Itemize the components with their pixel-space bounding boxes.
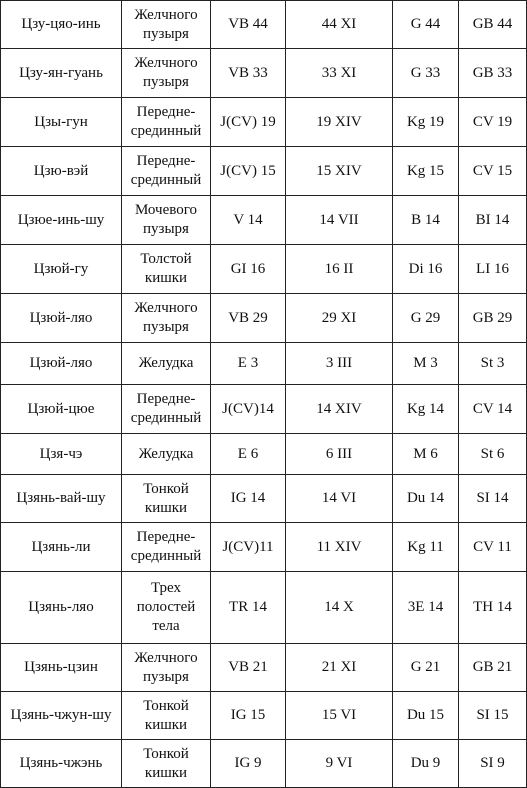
code-cell-col4: 14 VII [286,196,393,245]
organ-line: пузыря [143,25,189,42]
code-cell-col3: VB 44 [211,1,286,49]
organ-cell [122,196,211,245]
table-row [1,98,527,147]
code-cell-col5: B 14 [393,196,459,245]
code-cell-col3: J(CV) 15 [211,147,286,196]
organ-line: пузыря [143,74,189,90]
organ-line: кишки [144,716,188,733]
code-cell-col6: GB 44 [459,1,527,49]
code-cell-col3: V 14 [211,196,286,245]
point-name-cell: Цзу-ян-гуань [1,49,122,98]
code-cell-col6: SI 15 [459,692,527,740]
table-row [1,523,527,572]
point-name-cell: Цзя-чэ [1,434,122,475]
code-cell-col4: 15 VI [286,692,393,740]
code-cell-col4: 6 III [286,434,393,475]
code-cell-col5: G 33 [393,49,459,98]
code-cell-col4: 16 II [286,245,393,294]
point-name-cell: Цзянь-вай-шу [1,475,122,523]
code-cell-col3: J(CV) 19 [211,98,286,147]
code-cell-col3: J(CV)11 [211,523,286,572]
code-cell-col6: CV 14 [459,385,527,434]
organ-line: Желчного [134,300,198,316]
code-cell-col6: SI 14 [459,475,527,523]
organ-line: полостей [136,599,196,615]
point-name-cell: Цзянь-цзин [1,644,122,692]
organ-line: Мочевого [134,202,198,218]
code-cell-col6: CV 11 [459,523,527,572]
table-row [1,692,527,740]
code-cell-col3: IG 9 [211,740,286,788]
code-cell-col6: St 3 [459,343,527,385]
organ-cell [122,434,211,475]
organ-line: Желудка [138,355,194,371]
organ-line: срединный [130,123,202,139]
code-cell-col5: M 6 [393,434,459,475]
organ-cell [122,740,211,788]
code-cell-col6: St 6 [459,434,527,475]
table-row [1,343,527,385]
organ-line: кишки [144,499,188,516]
code-cell-col6: GB 33 [459,49,527,98]
code-cell-col6: GB 21 [459,644,527,692]
table-row [1,385,527,434]
code-cell-col5: Di 16 [393,245,459,294]
point-name-cell: Цзянь-ли [1,523,122,572]
organ-cell [122,385,211,434]
organ-cell [122,294,211,343]
code-cell-col3: E 6 [211,434,286,475]
organ-line: Тонкой [143,480,189,497]
code-cell-col4: 21 XI [286,644,393,692]
table-row [1,196,527,245]
table-row [1,245,527,294]
code-cell-col5: Du 15 [393,692,459,740]
organ-line: Толстой [140,251,192,267]
code-cell-col5: 3E 14 [393,572,459,644]
code-cell-col6: TH 14 [459,572,527,644]
code-cell-col4: 33 XI [286,49,393,98]
code-cell-col5: Du 9 [393,740,459,788]
organ-line: Тонкой [143,697,189,714]
table-row [1,572,527,644]
point-name-cell: Цзюе-инь-шу [1,196,122,245]
organ-line: кишки [144,270,188,286]
organ-line: Желчного [134,6,198,23]
organ-cell [122,692,211,740]
code-cell-col5: M 3 [393,343,459,385]
code-cell-col4: 19 XIV [286,98,393,147]
code-cell-col4: 14 X [286,572,393,644]
code-cell-col6: CV 19 [459,98,527,147]
code-cell-col3: VB 21 [211,644,286,692]
point-name-cell: Цзюй-гу [1,245,122,294]
code-cell-col4: 15 XIV [286,147,393,196]
code-cell-col3: VB 33 [211,49,286,98]
code-cell-col5: G 29 [393,294,459,343]
organ-cell [122,147,211,196]
organ-line: Передне- [136,529,196,545]
organ-line: кишки [144,764,188,781]
code-cell-col6: GB 29 [459,294,527,343]
code-cell-col5: G 44 [393,1,459,49]
table-row [1,475,527,523]
code-cell-col5: Kg 11 [393,523,459,572]
code-cell-col5: Kg 19 [393,98,459,147]
code-cell-col6: LI 16 [459,245,527,294]
code-cell-col3: E 3 [211,343,286,385]
organ-line: Желчного [134,649,198,666]
point-name-cell: Цзюй-ляо [1,343,122,385]
code-cell-col5: G 21 [393,644,459,692]
point-name-cell: Цзянь-чжэнь [1,740,122,788]
organ-line: Желудка [138,445,194,462]
organ-line: пузыря [143,221,189,237]
code-cell-col4: 29 XI [286,294,393,343]
code-cell-col3: IG 14 [211,475,286,523]
code-cell-col3: IG 15 [211,692,286,740]
organ-cell [122,523,211,572]
organ-line: Передне- [136,104,196,120]
code-cell-col4: 3 III [286,343,393,385]
table-row [1,1,527,49]
code-cell-col3: VB 29 [211,294,286,343]
organ-line: срединный [130,410,202,426]
organ-line: Тонкой [143,745,189,762]
point-name-cell: Цзюй-ляо [1,294,122,343]
organ-cell [122,49,211,98]
point-name-cell: Цзюй-цюе [1,385,122,434]
table-row [1,740,527,788]
organ-cell [122,1,211,49]
organ-line: Передне- [136,153,196,169]
code-cell-col3: J(CV)14 [211,385,286,434]
organ-cell [122,245,211,294]
table-row [1,644,527,692]
organ-cell [122,572,211,644]
code-cell-col4: 14 VI [286,475,393,523]
point-name-cell: Цзю-вэй [1,147,122,196]
code-cell-col3: TR 14 [211,572,286,644]
organ-line: тела [152,618,180,634]
table-row [1,49,527,98]
point-name-cell: Цзы-гун [1,98,122,147]
point-name-cell: Цзянь-чжун-шу [1,692,122,740]
point-name-cell: Цзянь-ляо [1,572,122,644]
code-cell-col4: 44 XI [286,1,393,49]
organ-line: Желчного [134,55,198,71]
organ-cell [122,475,211,523]
organ-cell [122,343,211,385]
table-row [1,434,527,475]
code-cell-col6: SI 9 [459,740,527,788]
code-cell-col5: Kg 15 [393,147,459,196]
organ-line: пузыря [143,668,189,685]
table-row [1,147,527,196]
organ-line: Трех [150,580,182,596]
organ-line: срединный [130,548,202,564]
organ-cell [122,98,211,147]
code-cell-col4: 14 XIV [286,385,393,434]
table-body [1,1,527,788]
code-cell-col5: Du 14 [393,475,459,523]
code-cell-col6: CV 15 [459,147,527,196]
organ-cell [122,644,211,692]
table-row [1,294,527,343]
point-name-cell: Цзу-цяо-инь [1,1,122,49]
organ-line: пузыря [143,319,189,335]
organ-line: срединный [130,172,202,188]
code-cell-col4: 11 XIV [286,523,393,572]
code-cell-col6: BI 14 [459,196,527,245]
code-cell-col5: Kg 14 [393,385,459,434]
organ-line: Передне- [136,391,196,407]
code-cell-col3: GI 16 [211,245,286,294]
code-cell-col4: 9 VI [286,740,393,788]
